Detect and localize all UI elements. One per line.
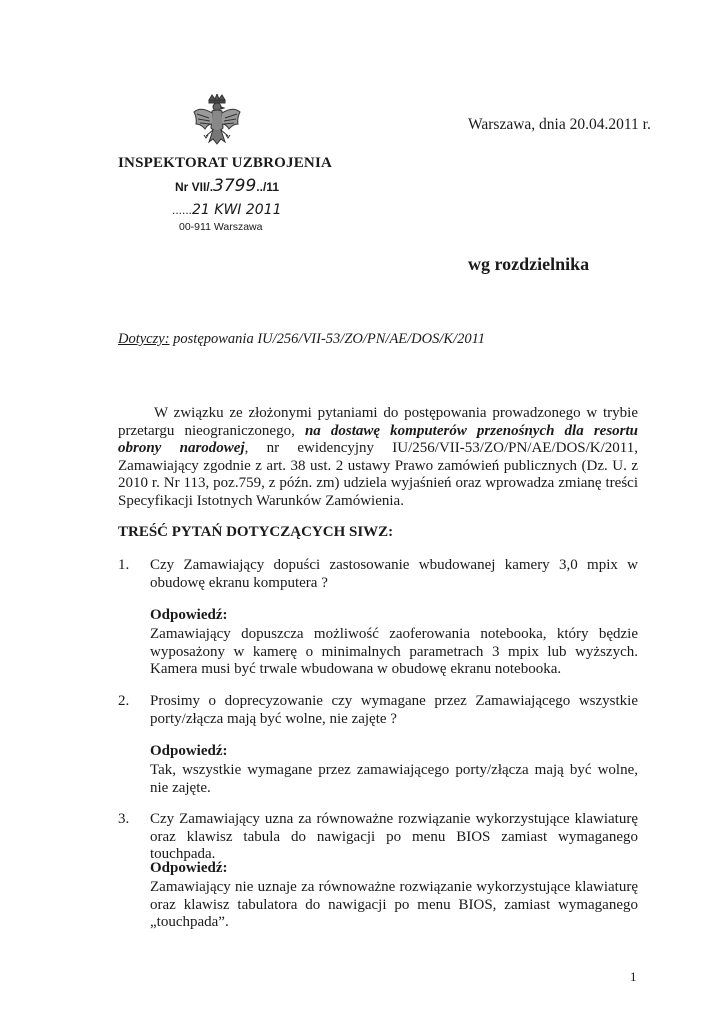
- date-stamp-dots: ......: [172, 203, 193, 217]
- recipient: wg rozdzielnika: [468, 254, 590, 274]
- answer-label: Odpowiedź:: [150, 607, 228, 623]
- reference-suffix: /11: [262, 180, 279, 194]
- question-number: 3.: [118, 811, 130, 827]
- polish-eagle-emblem: [191, 94, 243, 152]
- reference-prefix: Nr VII/: [175, 180, 210, 194]
- answer-label: Odpowiedź:: [150, 743, 228, 759]
- question-number: 1.: [118, 557, 130, 573]
- page-number: 1: [630, 969, 637, 984]
- subject-line: [118, 331, 485, 348]
- subject-label: Dotyczy:: [118, 331, 170, 347]
- question-number: 2.: [118, 693, 130, 709]
- intro-part-2: , nr ewidencyjny IU/256/VII-53/ZO/PN/AE/DOS/K/2011, Zamawiający zgodnie z art. 38 ust. 2 ustawy Prawo zamówień publicznych (Dz. U. z 2010 r. Nr 113, poz.759, z późn. zm) udziela wyjaśnień oraz wprowadza zmianę treści Specyfikacji Istotnych Warunków Zamówienia.: [118, 440, 638, 509]
- answer-text: Tak, wszystkie wymagane przez zamawiającego porty/złącza mają być wolne, nie zajęte.: [150, 762, 638, 796]
- subject-text: postępowania IU/256/VII-53/ZO/PN/AE/DOS/K/2011: [169, 331, 486, 347]
- answer-label: Odpowiedź:: [150, 860, 228, 876]
- question-text: Prosimy o doprecyzowanie czy wymagane przez Zamawiającego wszystkie porty/złącza mają być wolne, nie zajęte ?: [150, 693, 638, 727]
- organization-address: 00-911 Warszawa: [179, 221, 263, 233]
- date-stamp-value: 21 KWI 2011: [192, 202, 282, 218]
- reference-number: Nr VII/.3799../11: [175, 176, 279, 196]
- question-text: Czy Zamawiający dopuści zastosowanie wbudowanej kamery 3,0 mpix w obudowę ekranu komputera ?: [150, 557, 638, 591]
- reference-handwritten-number: 3799: [213, 176, 257, 196]
- answer-text: Zamawiający nie uznaje za równoważne rozwiązanie wykorzystujące klawiaturę oraz klawisz tabulatora do nawigacji po menu BIOS, zamiast wymaganego „touchpada”.: [150, 879, 638, 930]
- organization-name: INSPEKTORAT UZBROJENIA: [118, 155, 333, 171]
- intro-emphasis: na dostawę komputerów przenośnych dla resortu obrony narodowej: [118, 422, 638, 456]
- question-text: Czy Zamawiający uzna za równoważne rozwiązanie wykorzystujące klawiaturę oraz klawisz tabula do nawigacji po menu BIOS zamiast wymaganego touchpada.: [150, 811, 638, 862]
- answer-text: Zamawiający dopuszcza możliwość zaoferowania notebooka, który będzie wyposażony w kamerę o minimalnych parametrach 3 mpix lub wyższych. Kamera musi być trwale wbudowana w obudowę ekranu notebooka.: [150, 626, 638, 677]
- intro-paragraph: [118, 405, 638, 510]
- date-stamp: [172, 202, 282, 218]
- section-title: TREŚĆ PYTAŃ DOTYCZĄCYCH SIWZ:: [118, 524, 394, 540]
- intro-part-1: W związku ze złożonymi pytaniami do postępowania prowadzonego w trybie przetargu nieograniczonego,: [118, 405, 638, 439]
- place-and-date: Warszawa, dnia 20.04.2011 r.: [468, 116, 651, 133]
